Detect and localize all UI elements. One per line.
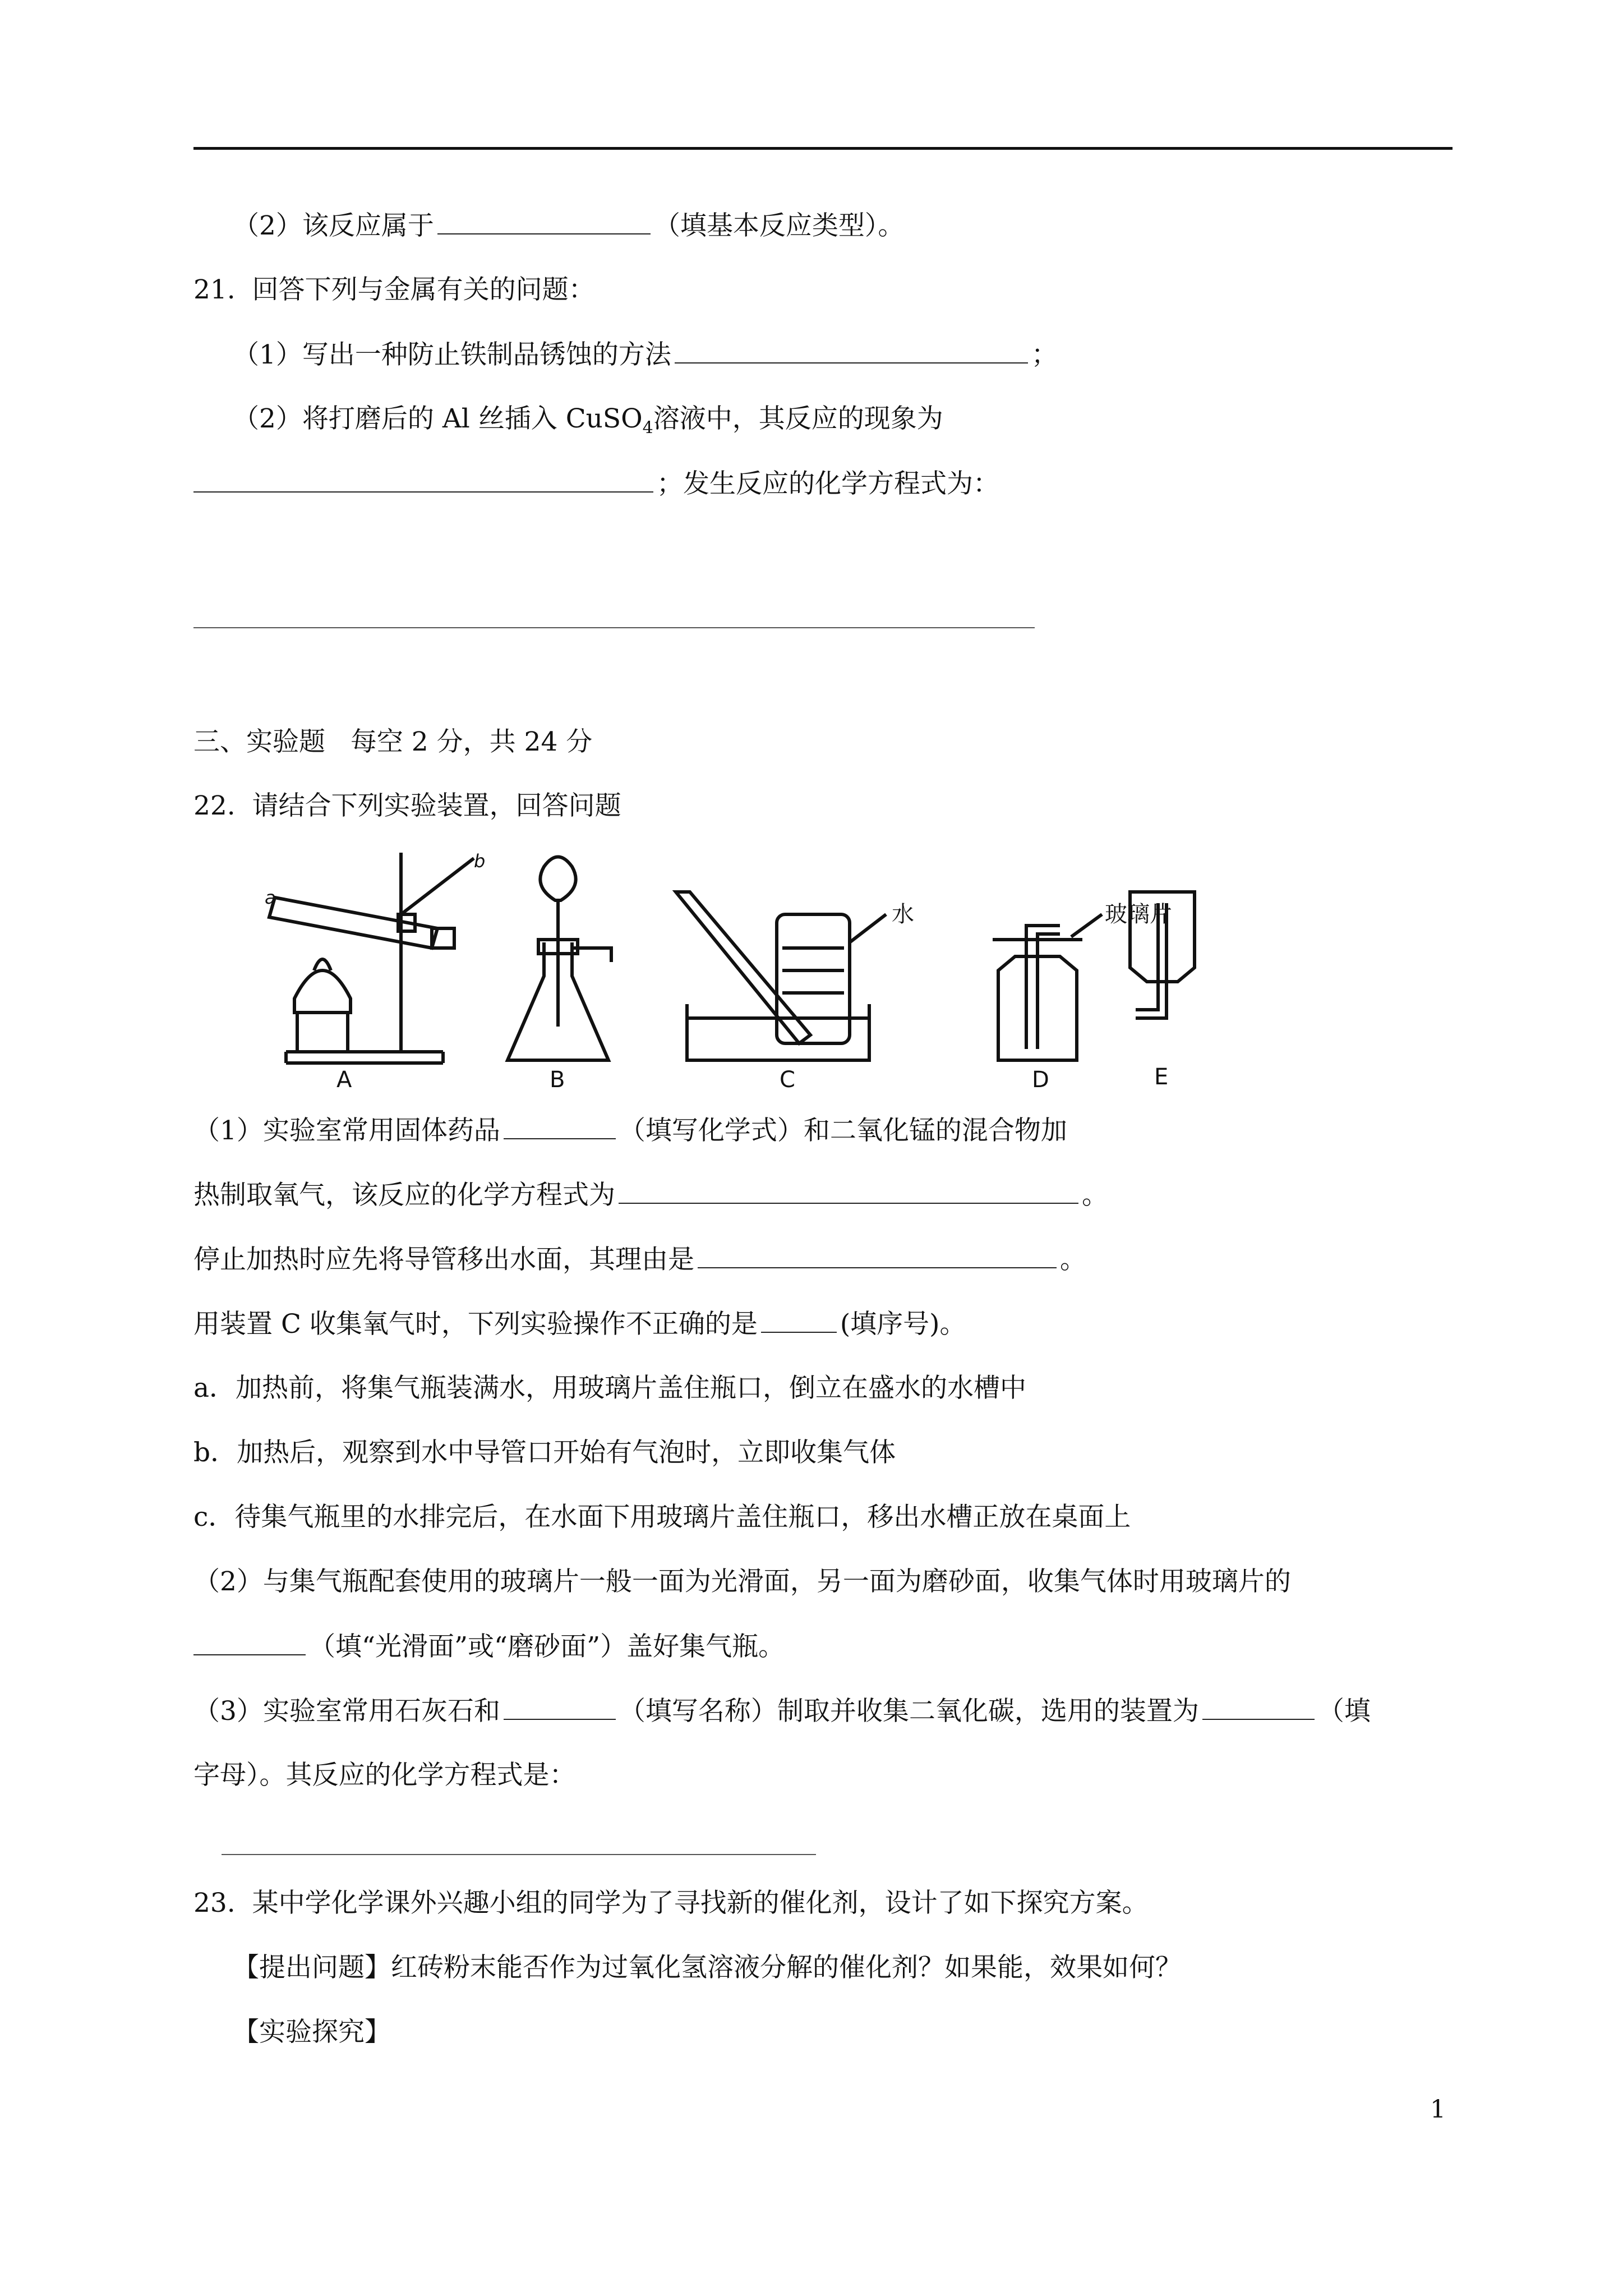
- text-segment: ；发生反应的化学方程式为：: [657, 468, 999, 499]
- text-segment: 停止加热时应先将导管移出水面，其理由是: [193, 1244, 694, 1275]
- label-b: b: [474, 850, 486, 872]
- answer-blank[interactable]: [698, 1243, 1057, 1268]
- clamp-arm: [401, 858, 474, 914]
- d-tube-left: [1026, 926, 1060, 1049]
- q23-experiment: 【实验探究】: [233, 2017, 391, 2047]
- text-segment: （填: [1317, 1696, 1371, 1727]
- label-a: a: [265, 887, 276, 908]
- apparatus-label-a: A: [336, 1067, 352, 1093]
- option-b: b．加热后，观察到水中导管口开始有气泡时，立即收集气体: [193, 1437, 896, 1468]
- answer-blank[interactable]: [437, 209, 651, 234]
- q22-3-cont: 字母）。其反应的化学方程式是：: [193, 1760, 576, 1791]
- burner-top: [294, 970, 351, 1013]
- water-leader: [850, 914, 886, 942]
- equation-blank[interactable]: [193, 627, 1035, 628]
- q23-title: 23. 某中学化学课外兴趣小组的同学为了寻找新的催化剂，设计了如下探究方案。: [193, 1888, 1149, 1918]
- text-segment: 。: [1082, 1180, 1108, 1211]
- q22-2-cont: [193, 1630, 785, 1664]
- text-segment: （3）实验室常用石灰石和: [193, 1696, 500, 1727]
- q22-2-line: （2）与集气瓶配套使用的玻璃片一般一面为光滑面，另一面为磨砂面，收集气体时用玻璃片的: [193, 1566, 1291, 1597]
- answer-blank[interactable]: [619, 1178, 1078, 1204]
- q22-3-line: [193, 1694, 1371, 1728]
- apparatus-label-e: E: [1154, 1064, 1169, 1090]
- option-a: a．加热前，将集气瓶装满水，用玻璃片盖住瓶口，倒立在盛水的水槽中: [193, 1373, 1027, 1404]
- section-3-heading: 三、实验题 每空 2 分，共 24 分: [193, 726, 593, 757]
- q22-1-line: [193, 1114, 1067, 1148]
- inverted-jar: [777, 914, 850, 1043]
- q22-1-equation-line: [193, 1178, 1108, 1212]
- label-glass-plate: 玻璃片: [1105, 901, 1172, 927]
- text-segment: （1）写出一种防止铁制品锈蚀的方法: [233, 339, 671, 370]
- text-segment: （填写化学式）和二氧化锰的混合物加: [619, 1115, 1067, 1146]
- text-segment: （填基本反应类型）。: [653, 210, 905, 241]
- q21-2-line: [233, 402, 943, 436]
- apparatus-figure: [252, 836, 1217, 1094]
- q22-title: 22. 请结合下列实验装置，回答问题: [193, 790, 621, 821]
- answer-blank[interactable]: [193, 1630, 306, 1655]
- apparatus-label-c: C: [780, 1067, 795, 1093]
- option-c: c．待集气瓶里的水排完后，在水面下用玻璃片盖住瓶口，移出水槽正放在桌面上: [193, 1502, 1131, 1533]
- text-segment: （填写名称）制取并收集二氧化碳，选用的装置为: [619, 1696, 1199, 1727]
- text-segment: 。: [1060, 1244, 1086, 1275]
- burner-base: [297, 1013, 348, 1052]
- label-water: 水: [892, 901, 914, 927]
- text-segment: （1）实验室常用固体药品: [193, 1115, 500, 1146]
- text-segment: 热制取氧气，该反应的化学方程式为: [193, 1180, 615, 1211]
- q21-title: 21. 回答下列与金属有关的问题：: [193, 274, 595, 305]
- funnel-bulb: [540, 857, 575, 901]
- text-segment: (填序号)。: [840, 1309, 966, 1340]
- text-segment: （2）该反应属于: [233, 210, 434, 241]
- answer-blank[interactable]: [1202, 1694, 1315, 1720]
- answer-blank[interactable]: [504, 1114, 616, 1139]
- header-rule: [193, 147, 1453, 150]
- text-segment: （填“光滑面”或“磨砂面”）盖好集气瓶。: [309, 1631, 785, 1662]
- page-number: 1: [1430, 2095, 1446, 2124]
- d-tube-right: [1038, 934, 1060, 1049]
- q21-2-cont: [193, 467, 999, 501]
- apparatus-label-d: D: [1032, 1067, 1049, 1093]
- answer-blank[interactable]: [675, 338, 1028, 364]
- answer-blank[interactable]: [761, 1307, 837, 1333]
- subscript: 4: [642, 418, 653, 438]
- q21-1-line: [233, 338, 1058, 372]
- q22-1-operation-line: [193, 1307, 966, 1341]
- answer-blank[interactable]: [193, 467, 653, 493]
- text-segment: （2）将打磨后的 Al 丝插入 CuSO: [233, 403, 643, 434]
- glass-leader: [1071, 914, 1102, 937]
- answer-blank[interactable]: [504, 1694, 616, 1720]
- equation-blank[interactable]: [222, 1854, 816, 1855]
- apparatus-drawing: [252, 836, 1217, 1094]
- text-segment: 用装置 C 收集氧气时，下列实验操作不正确的是: [193, 1309, 758, 1340]
- q22-1-reason-line: [193, 1243, 1086, 1277]
- q23-question: 【提出问题】红砖粉末能否作为过氧化氢溶液分解的催化剂？如果能，效果如何？: [233, 1952, 1182, 1983]
- text-segment: ；: [1031, 339, 1058, 370]
- text-segment: 溶液中，其反应的现象为: [653, 403, 943, 434]
- apparatus-label-b: B: [550, 1067, 565, 1093]
- q20-2-line: [233, 209, 904, 243]
